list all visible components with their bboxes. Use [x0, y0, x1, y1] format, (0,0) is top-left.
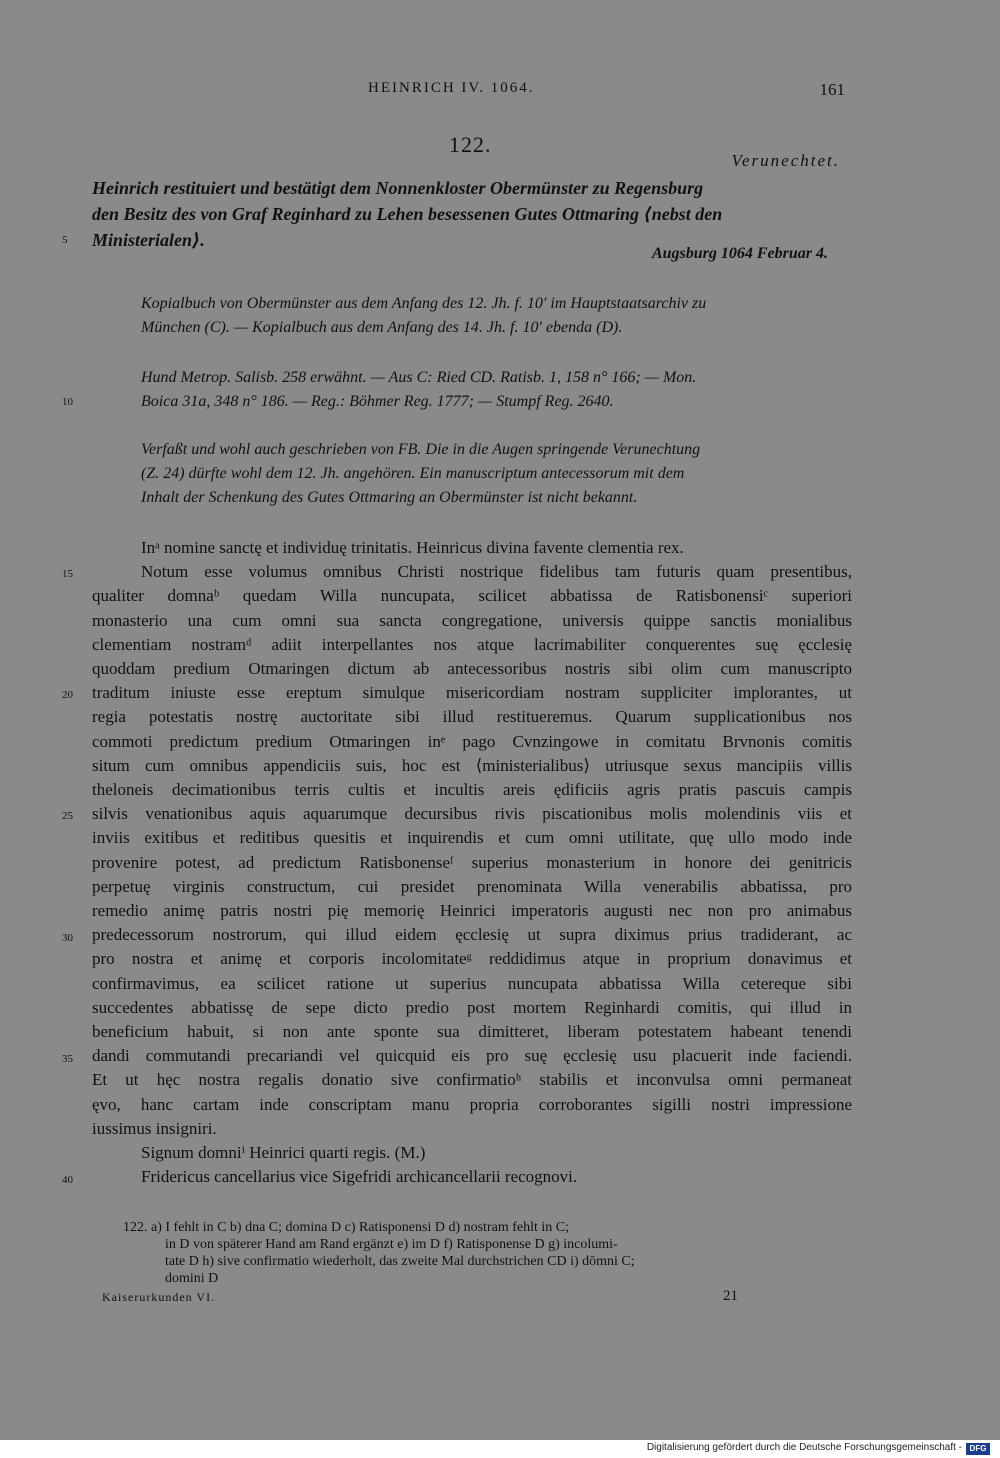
commentary-line: Verfaßt und wohl auch geschrieben von FB. Die in die Augen springende Verunechtung — [141, 441, 701, 458]
line-number: 20 — [62, 689, 73, 701]
charter-line: quoddam predium Otmaringen dictum ab antecessoribus nostris sibi olim cum manuscripto — [92, 659, 852, 679]
commentary-paragraph — [141, 438, 853, 510]
document-number: 122. — [449, 132, 492, 157]
charter-line: Et ut hęc nostra regalis donatio sive confirmatioʰ stabilis et inconvulsa omni permaneat — [92, 1070, 852, 1090]
line-number: 35 — [62, 1053, 73, 1065]
running-head-title: HEINRICH IV. 1064. — [368, 80, 535, 96]
edition-line: Hund Metrop. Salisb. 258 erwähnt. — Aus C: Ried CD. Ratisb. 1, 158 n° 166; — Mon. — [141, 369, 697, 386]
commentary-line: Inhalt der Schenkung des Gutes Ottmaring an Obermünster ist nicht bekannt. — [141, 489, 638, 506]
charter-line: commoti predictum predium Otmaringen inᵉ pago Cvnzingowe in comitatu Brvnonis comitis — [92, 731, 852, 751]
volume-signature: Kaiserurkunden VI. — [102, 1290, 216, 1304]
charter-line: monasterio una cum omni sua sancta congregatione, universis quippe sanctis monialibus — [92, 610, 852, 630]
charter-line: Inᵃ nomine sanctę et individuę trinitatis. Heinricus divina favente clementia rex. — [141, 538, 684, 557]
recognition-line: Fridericus cancellarius vice Sigefridi archicancellarii recognovi. — [141, 1167, 578, 1187]
tradition-line: München (C). — Kopialbuch aus dem Anfang des 14. Jh. f. 10′ ebenda (D). — [141, 319, 623, 336]
charter-line: ęvo, hanc cartam inde conscriptam manu propria corroborantes sigilli nostri impressione — [92, 1094, 852, 1114]
editions-paragraph — [141, 366, 853, 414]
page-number: 161 — [819, 80, 845, 99]
charter-line: regia potestatis nostrę auctoritate sibi illud restitueremus. Quarum supplicationibus nos — [92, 707, 852, 727]
charter-line: remedio animę patris nostri pię memorię Heinrici imperatoris augusti nec non pro animabus — [92, 901, 852, 921]
footnotes — [123, 1219, 851, 1287]
regest-line: den Besitz des von Graf Reginhard zu Lehen besessenen Gutes Ottmaring ⟨nebst den — [92, 204, 723, 224]
line-number: 5 — [62, 234, 68, 246]
charter-line: predecessorum nostrorum, qui illud eidem ęcclesię ut supra diximus prius tradiderant, ac — [92, 925, 852, 945]
charter-line: situm cum omnibus appendiciis suis, hoc est ⟨ministerialibus⟩ utriusque sexus mancipiis villis — [92, 755, 852, 775]
commentary-line: (Z. 24) dürfte wohl dem 12. Jh. angehören. Ein manuscriptum antecessorum mit dem — [141, 465, 685, 482]
footnote-line: 122. a) I fehlt in C b) dna C; domina D c) Ratisponensi D d) nostram fehlt in C; — [123, 1220, 569, 1235]
line-number: 30 — [62, 932, 73, 944]
regest-line: Ministerialen⟩. — [92, 230, 205, 250]
charter-line: traditum iniuste esse ereptum simulque misericordiam nostram suppliciter implorantes, ut — [92, 683, 852, 703]
charter-line: Notum esse volumus omnibus Christi nostrique fidelibus tam futuris quam presentibus, — [141, 562, 852, 582]
charter-line: qualiter domnaᵇ quedam Willa nuncupata, scilicet abbatissa de Ratisbonensiᶜ superiori — [92, 586, 852, 606]
place-date: Augsburg 1064 Februar 4. — [651, 245, 828, 262]
tradition-line: Kopialbuch von Obermünster aus dem Anfang des 12. Jh. f. 10′ im Hauptstaatsarchiv zu — [141, 295, 707, 312]
charter-line: perpetuę virginis constructum, cui presidet prenominata Willa venerabilis abbatissa, pro — [92, 876, 852, 896]
charter-text — [92, 536, 852, 1189]
line-number: 10 — [62, 396, 73, 408]
dfg-logo: DFG — [966, 1443, 990, 1455]
charter-line: beneficium habuit, si non ante sponte sua dimitteret, liberam potestatem habeant tenendi — [92, 1022, 852, 1042]
charter-line: pro nostra et animę et corporis incolomitateᵍ reddidimus atque in proprium donavimus et — [92, 949, 852, 969]
funding-credit: Digitalisierung gefördert durch die Deutsche Forschungsgemeinschaft - — [646, 1442, 962, 1453]
charter-line: inviis exitibus et reditibus quesitis et inquirendis et cum omni utilitate, quę ullo modo inde — [92, 828, 852, 848]
edition-line: Boica 31a, 348 n° 186. — Reg.: Böhmer Reg. 1777; — Stumpf Reg. 2640. — [141, 393, 614, 410]
charter-line: silvis venationibus aquis aquarumque decursibus rivis piscationibus molis molendinis viis et — [92, 804, 852, 824]
charter-line: theloneis decimationibus terris cultis et incultis areis ędificiis agris pratis pascuis campis — [92, 780, 852, 800]
charter-line: iussimus insigniri. — [92, 1118, 217, 1138]
tradition-paragraph — [141, 292, 853, 340]
footnote-line: in D von späterer Hand am Rand ergänzt e) im D f) Ratisponense D g) incolumi- — [165, 1237, 618, 1252]
line-number: 15 — [62, 568, 73, 580]
footnote-line: tate D h) sive confirmatio wiederholt, das zweite Mal durchstrichen CD i) dōmni C; — [165, 1254, 635, 1269]
authenticity-status: Verunechtet. — [731, 151, 840, 170]
charter-line: clementiam nostramᵈ adiit interpellantes nos atque lacrimabiliter conquerentes suę ęcclesię — [92, 634, 852, 654]
regest-line: Heinrich restituiert und bestätigt dem Nonnenkloster Obermünster zu Regensburg — [92, 178, 704, 198]
line-number: 40 — [62, 1174, 73, 1186]
charter-line: provenire potest, ad predictum Ratisbonenseᶠ superius monasterium in honore dei genitricis — [92, 852, 852, 872]
line-number: 25 — [62, 810, 73, 822]
footnote-line: domini D — [165, 1271, 219, 1286]
sheet-number: 21 — [723, 1288, 738, 1304]
charter-line: dandi commutandi precariandi vel quicquid eis pro suę ęcclesię usu placuerit inde faciendi. — [92, 1046, 852, 1066]
charter-line: succedentes abbatissę de sepe dicto predio post mortem Reginhardi comitis, qui illud in — [92, 997, 852, 1017]
charter-line: confirmavimus, ea scilicet ratione ut superius nuncupata abbatissa Willa cetereque sibi — [92, 973, 852, 993]
signum-line: Signum domniⁱ Heinrici quarti regis. (M.) — [141, 1143, 426, 1163]
